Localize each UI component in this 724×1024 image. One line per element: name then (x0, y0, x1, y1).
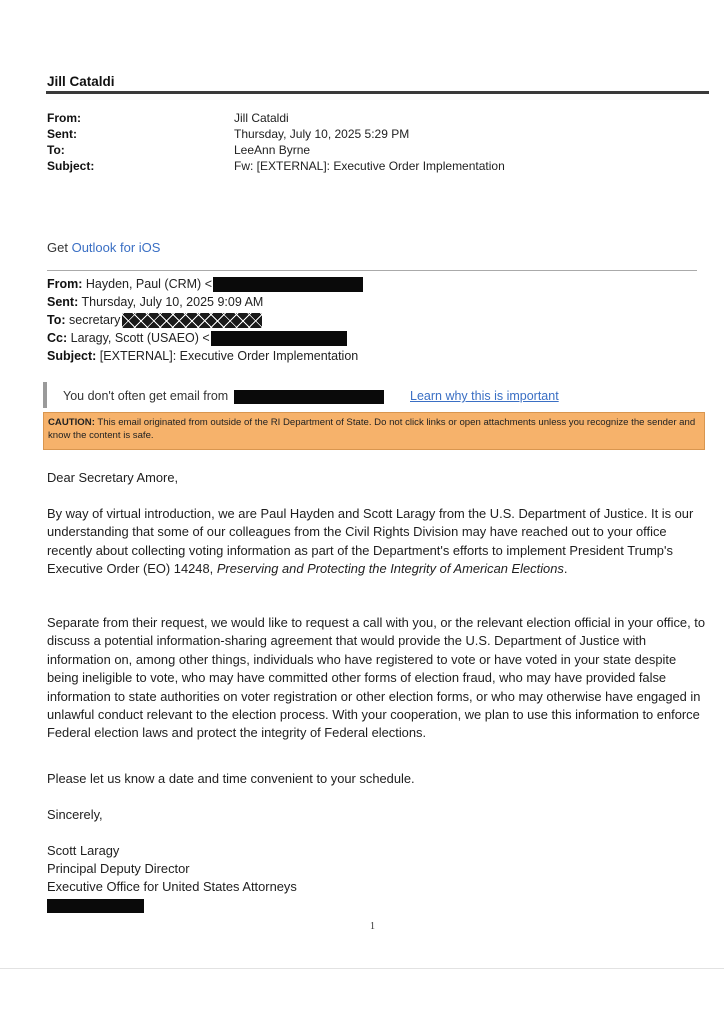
from-value: Jill Cataldi (234, 111, 289, 125)
fw-from-line (47, 277, 363, 292)
fw-sent-line (47, 295, 263, 309)
header-divider (46, 91, 709, 94)
fw-subject-label: Subject: (47, 349, 97, 363)
fw-cc-value: Laragy, Scott (USAEO) < (70, 331, 210, 345)
notice-text: You don't often get email from (63, 389, 229, 403)
fw-to-value: secretary (69, 313, 121, 327)
caution-banner (43, 412, 705, 450)
fw-subject-value: [EXTERNAL]: Executive Order Implementation (99, 349, 359, 363)
paragraph-intro-end: . (563, 561, 568, 577)
paragraph-intro (47, 505, 707, 579)
fw-sent-label: Sent: (47, 295, 79, 309)
fw-from-value: Hayden, Paul (CRM) < (85, 277, 212, 291)
signature-redaction (47, 899, 144, 913)
forward-divider (47, 270, 697, 271)
external-sender-notice (63, 389, 384, 404)
eo-title: Preserving and Protecting the Integrity of American Elections (216, 561, 564, 577)
closing: Sincerely, (47, 807, 103, 822)
fw-to-line (47, 313, 262, 328)
redaction-bar (234, 390, 384, 404)
page-bottom-rule (0, 968, 724, 969)
fw-cc-label: Cc: (47, 331, 68, 345)
signature-title: Principal Deputy Director (47, 861, 190, 876)
get-outlook-line (47, 240, 160, 255)
from-label: From: (47, 111, 81, 125)
caution-text: This email originated from outside of the RI Department of State. Do not click links or open attachments unless you recognize the sender and know the content is safe. (48, 417, 696, 441)
to-label: To: (47, 143, 65, 157)
fw-to-label: To: (47, 313, 66, 327)
greeting: Dear Secretary Amore, (47, 470, 179, 485)
fw-cc-line (47, 331, 347, 346)
crosshatch-redaction (122, 313, 262, 328)
fw-sent-value: Thursday, July 10, 2025 9:09 AM (81, 295, 264, 309)
fw-subject-line (47, 349, 358, 363)
to-value: LeeAnn Byrne (234, 143, 311, 157)
sender-name: Jill Cataldi (47, 74, 115, 89)
signature-name: Scott Laragy (47, 843, 120, 858)
subject-label: Subject: (47, 159, 95, 173)
outlook-ios-link[interactable]: Outlook for iOS (71, 240, 161, 255)
notice-accent-bar (43, 382, 47, 408)
paragraph-intro-text: By way of virtual introduction, we are Paul Hayden and Scott Laragy from the U.S. Department of Justice. It is our understanding that some of our colleagues from the Civil Rights Division may have reached out to your office recently about collecting voting information as part of the Department's efforts to implement President Trump's Executive Order (EO) 14248, (47, 506, 694, 577)
paragraph-schedule: Please let us know a date and time convenient to your schedule. (47, 771, 415, 786)
paragraph-request: Separate from their request, we would like to request a call with you, or the relevant election official in your office, to discuss a potential information-sharing agreement that would provide the U.S. Department of Justice with information on, among other things, individuals who have registered to vote or have voted in your state despite being ineligible to vote, who may have committed other forms of election fraud, who may have provided false information to state authorities on voter registration or other election forms, or who may otherwise have engaged in unlawful conduct relevant to the election process. With your cooperation, we plan to use this information to enforce Federal election laws and protect the integrity of Federal elections. (47, 615, 706, 741)
subject-value: Fw: [EXTERNAL]: Executive Order Implementation (234, 159, 505, 173)
fw-from-label: From: (47, 277, 83, 291)
redaction-bar (213, 277, 363, 292)
page-number: 1 (370, 921, 375, 932)
caution-label: CAUTION: (48, 417, 95, 428)
redaction-bar (211, 331, 347, 346)
learn-why-link[interactable]: Learn why this is important (410, 389, 559, 403)
signature-office: Executive Office for United States Attorneys (47, 879, 297, 894)
get-outlook-prefix: Get (47, 240, 72, 255)
sent-label: Sent: (47, 127, 77, 141)
sent-value: Thursday, July 10, 2025 5:29 PM (234, 127, 410, 141)
